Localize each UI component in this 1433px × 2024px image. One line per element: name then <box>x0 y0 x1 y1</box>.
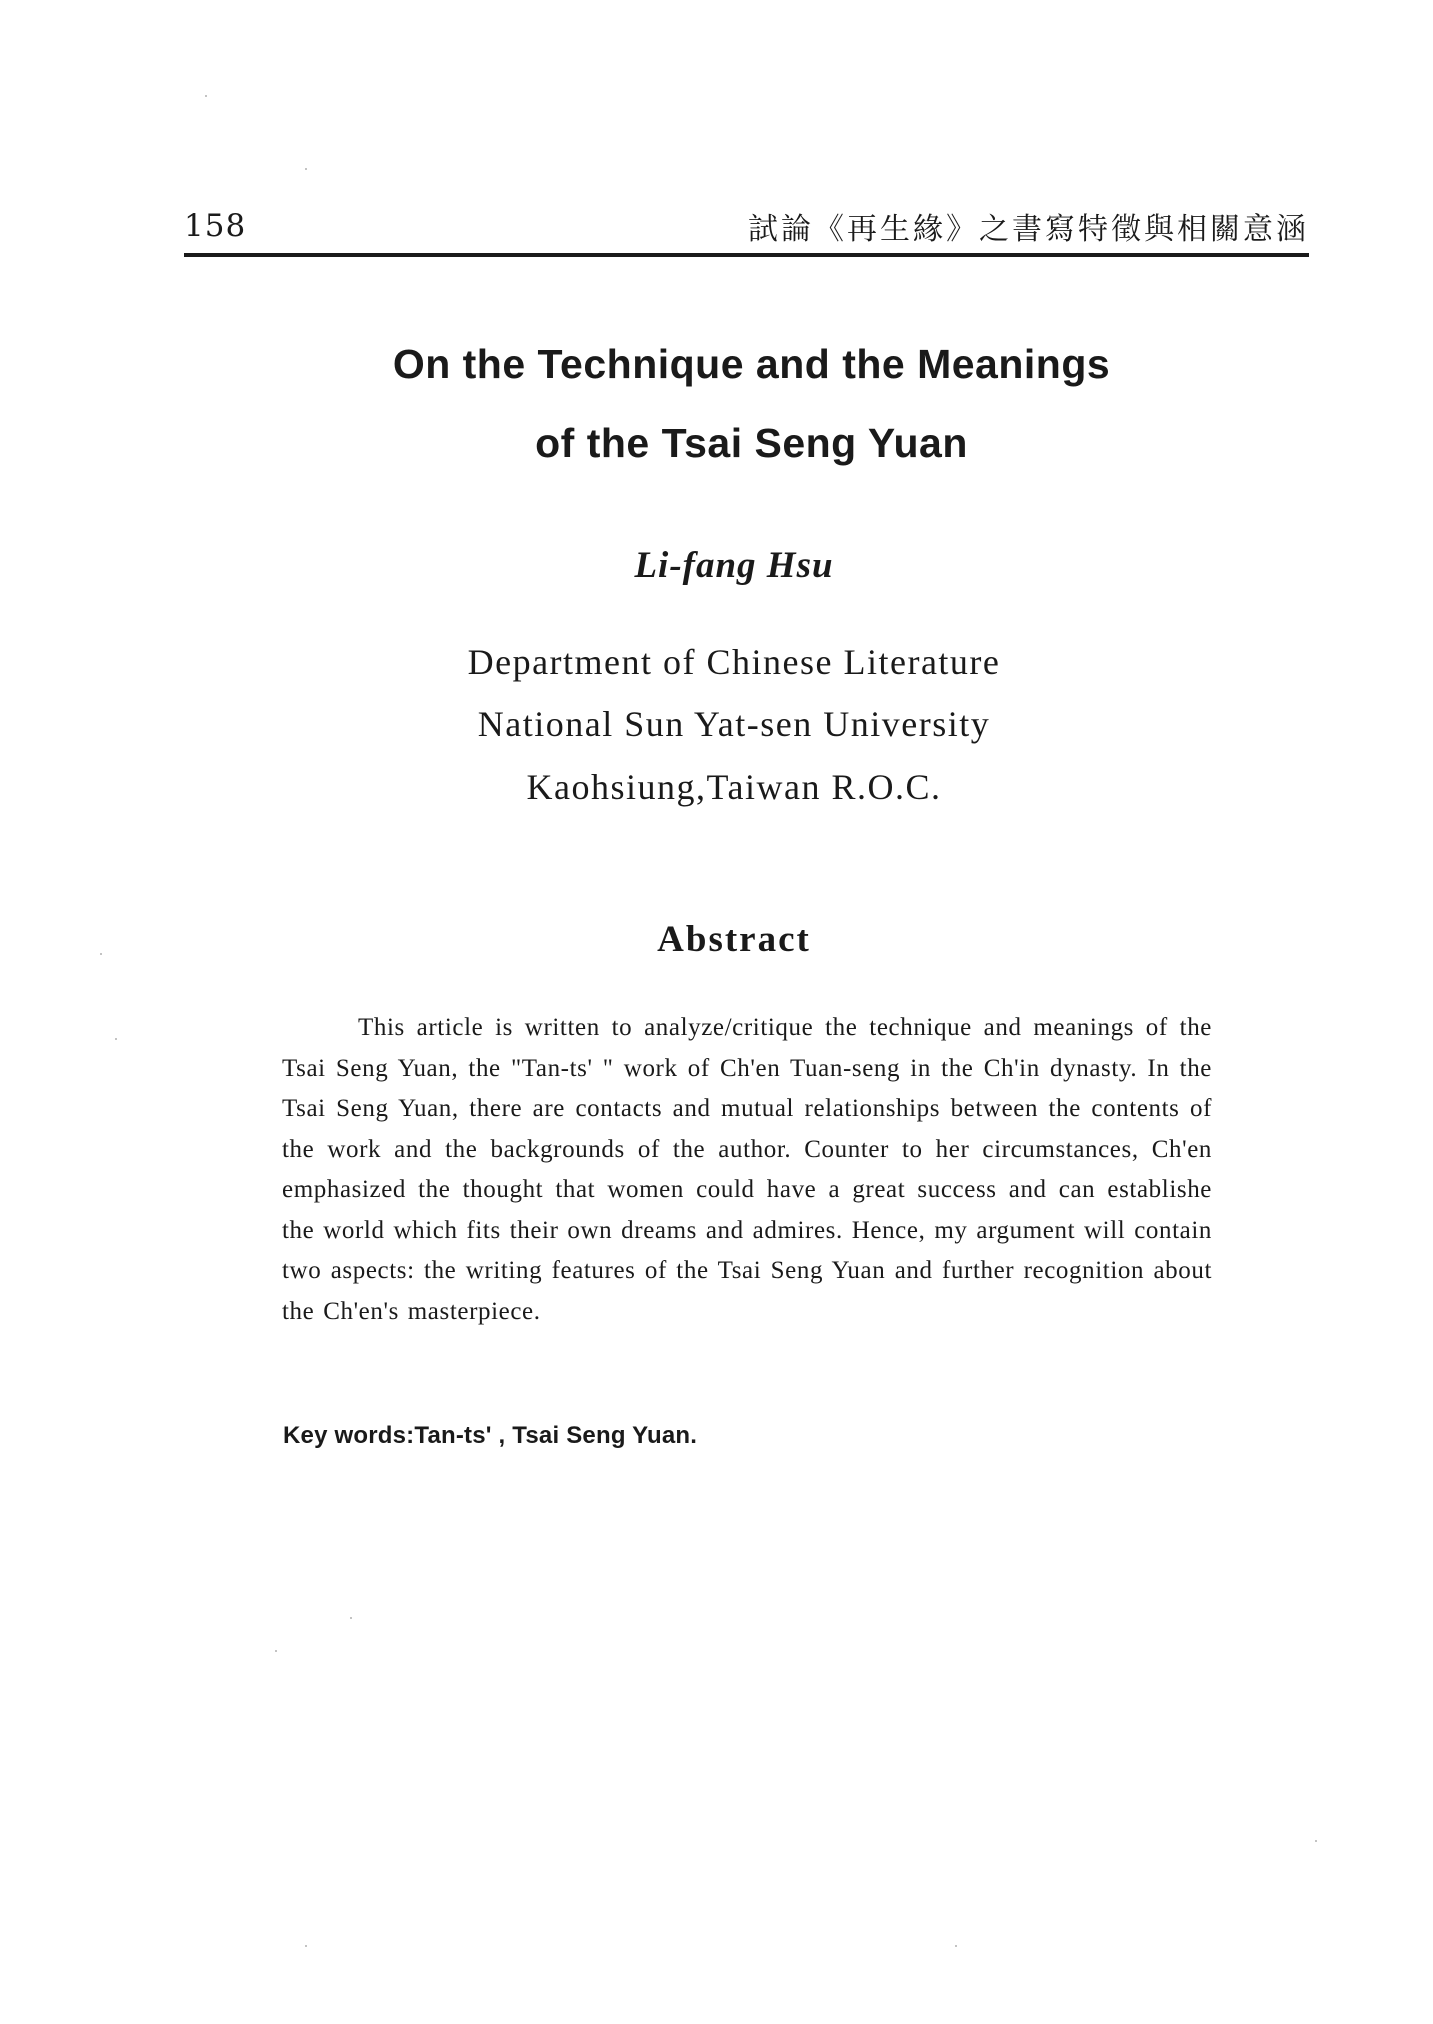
scan-speck <box>305 168 307 170</box>
title-line-1: On the Technique and the Meanings <box>392 341 1111 387</box>
header-rule <box>184 253 1309 257</box>
scan-speck <box>955 1945 957 1947</box>
affiliation-university: National Sun Yat-sen University <box>477 704 991 744</box>
scan-speck <box>115 1038 117 1040</box>
scan-speck <box>205 95 207 97</box>
scan-speck <box>1315 1840 1317 1842</box>
author-name: Li-fang Hsu <box>634 545 834 586</box>
abstract-heading: Abstract <box>657 919 811 960</box>
scan-speck <box>100 953 102 955</box>
running-title: 試論《再生緣》之書寫特徵與相關意涵 <box>748 212 1309 247</box>
affiliation-department: Department of Chinese Literature <box>467 642 1001 682</box>
affiliation-location: Kaohsiung,Taiwan R.O.C. <box>526 767 942 807</box>
abstract-body: This article is written to analyze/critique the technique and meanings of the Tsai Seng Yuan, the "Tan-ts' " work of Ch'en Tuan-seng in the Ch'in dynasty. In the Tsai Seng Yuan, there are contacts and mutual relationships between the contents of the work and the backgrounds of the author. Counter to her circumstances, Ch'en emphasized the thought that women could have a great success and can establishe the world which fits their own dreams and admires. Hence, my argument will contain two aspects: the writing features of the Tsai Seng Yuan and further recognition about the Ch'en's masterpiece. <box>282 1014 1212 1325</box>
title-line-2: of the Tsai Seng Yuan <box>535 420 968 466</box>
keywords: Key words:Tan-ts' , Tsai Seng Yuan. <box>283 1422 698 1449</box>
scan-speck <box>305 1945 307 1947</box>
scan-speck <box>275 1650 277 1652</box>
page-number: 158 <box>184 208 247 244</box>
scan-speck <box>350 1617 352 1619</box>
